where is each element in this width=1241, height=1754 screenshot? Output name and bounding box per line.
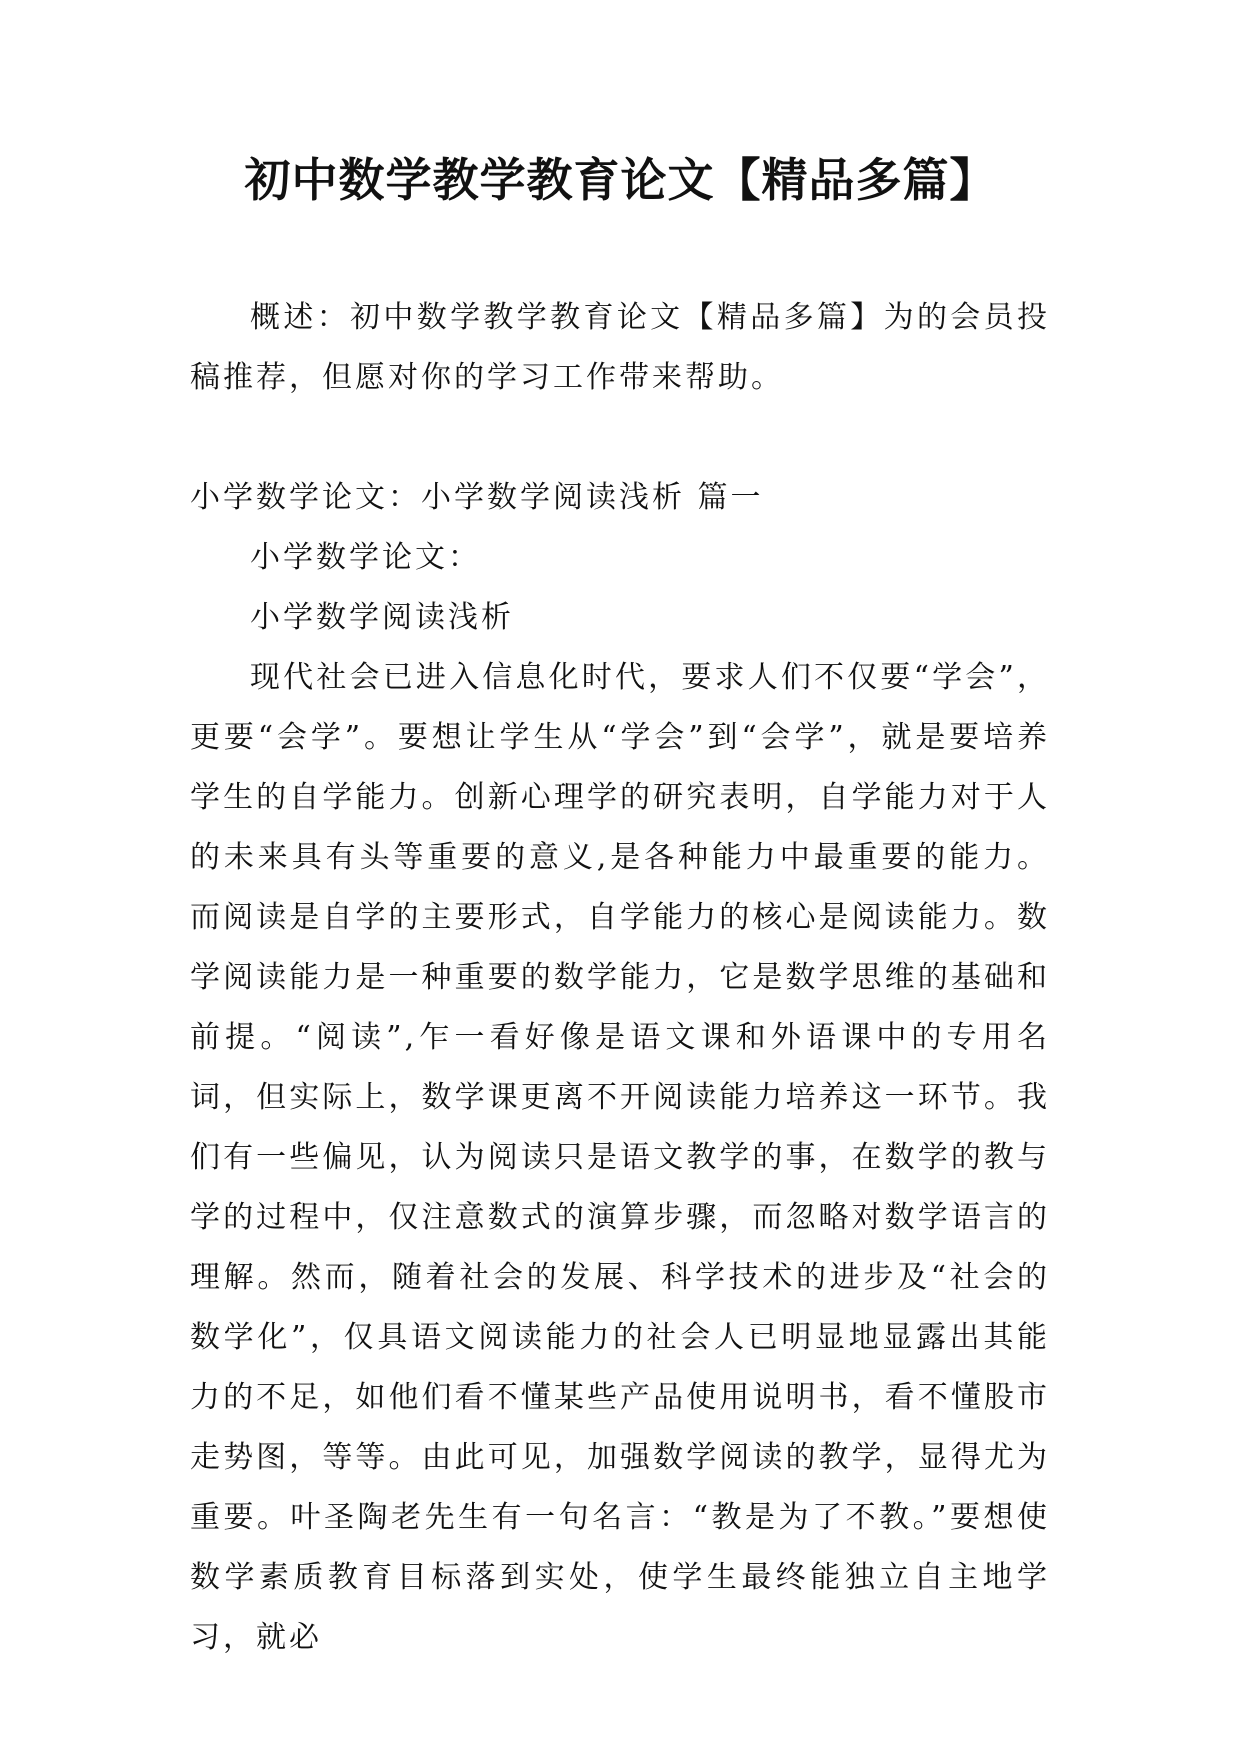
subheading-paper-title: 小学数学阅读浅析 (250, 600, 514, 635)
document-content (190, 288, 1050, 1668)
body-paragraph: 现代社会已进入信息化时代，要求人们不仅要“学会”，更要“会学”。要想让学生从“学会”到“会学”，就是要培养学生的自学能力。创新心理学的研究表明，自学能力对于人的未来具有头等重要的意义,是各种能力中最重要的能力。而阅读是自学的主要形式，自学能力的核心是阅读能力。数学阅读能力是一种重要的数学能力，它是数学思维的基础和前提。“阅读”,乍一看好像是语文课和外语课中的专用名词，但实际上，数学课更离不开阅读能力培养这一环节。我们有一些偏见，认为阅读只是语文教学的事，在数学的教与学的过程中，仅注意数式的演算步骤，而忽略对数学语言的理解。然而，随着社会的发展、科学技术的进步及“社会的数学化”，仅具语文阅读能力的社会人已明显地显露出其能力的不足，如他们看不懂某些产品使用说明书，看不懂股市走势图，等等。由此可见，加强数学阅读的教学，显得尤为重要。叶圣陶老先生有一句名言：“教是为了不教。”要想使数学素质教育目标落到实处，使学生最终能独立自主地学习，就必 (190, 660, 1050, 1655)
document-title: 初中数学教学教育论文【精品多篇】 (244, 153, 997, 207)
section-heading: 小学数学论文：小学数学阅读浅析 篇一 (190, 480, 764, 515)
subheading-paper-type: 小学数学论文： (250, 540, 481, 575)
summary-paragraph: 概述：初中数学教学教育论文【精品多篇】为的会员投稿推荐，但愿对你的学习工作带来帮助。 (190, 300, 1050, 395)
